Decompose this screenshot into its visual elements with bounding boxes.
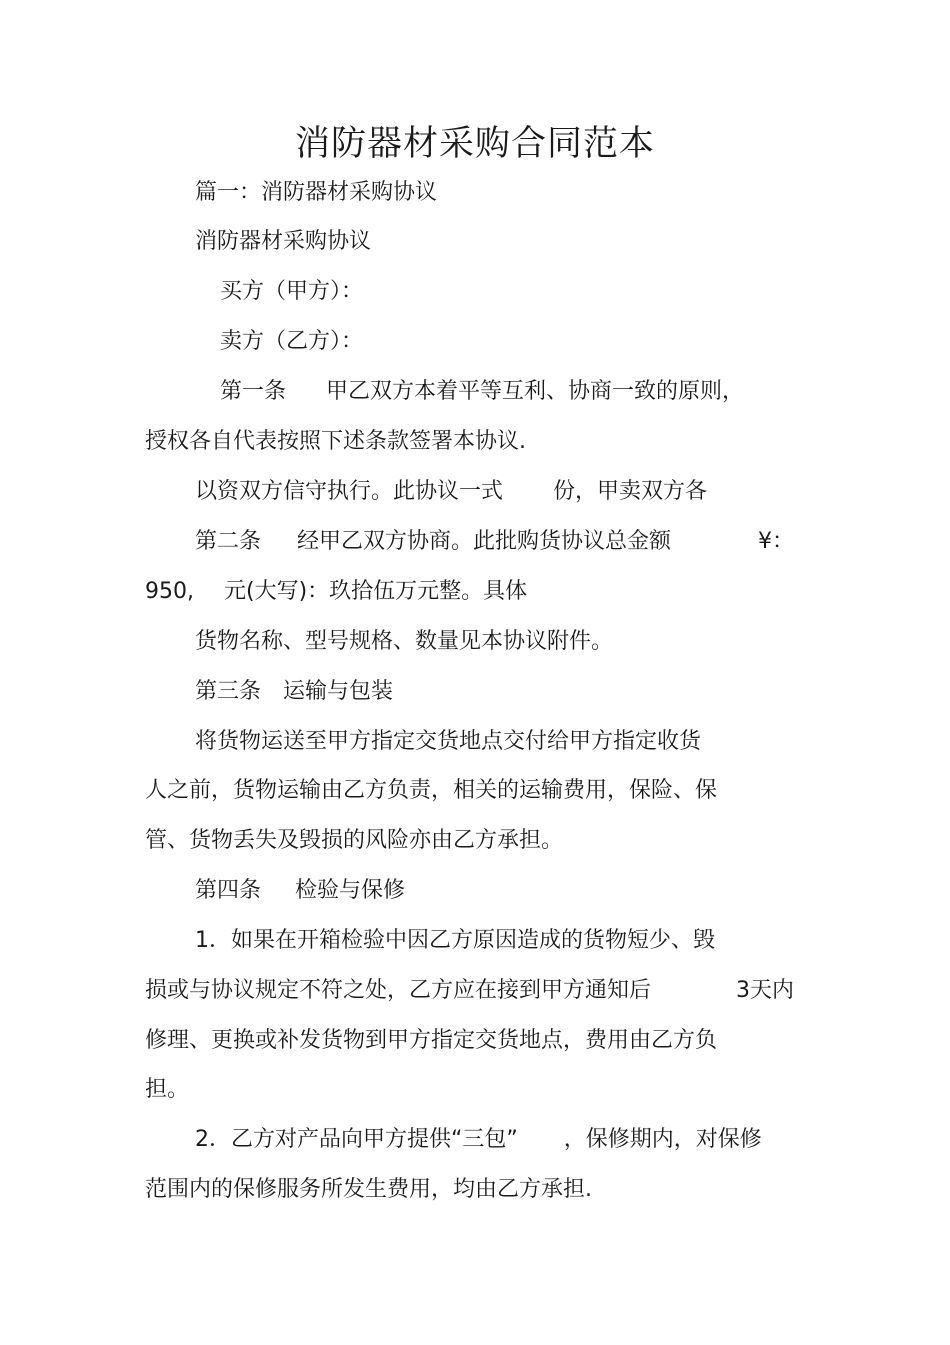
article-2-amount-line <box>145 577 527 607</box>
item-1-days: 3天内 <box>736 978 794 1003</box>
article-2-currency: ¥： <box>758 529 794 554</box>
item-2-text-b: ，保修期内，对保修 <box>563 1127 762 1152</box>
item-2-line-a <box>195 1125 762 1155</box>
section-heading: 篇一：消防器材采购协议 <box>195 180 438 205</box>
article-3-paragraph-1: 将货物运送至甲方指定交货地点交付给甲方指定收货 <box>195 729 702 754</box>
article-3-paragraph-2: 人之前，货物运输由乙方负责，相关的运输费用，保险、保 <box>145 778 718 803</box>
item-1-line-a: 1．如果在开箱检验中因乙方原因造成的货物短少、毁 <box>195 928 715 953</box>
article-2-amount-text: 元(大写)：玖拾伍万元整。具体 <box>223 579 528 604</box>
article-3-heading: 第三条 运输与包装 <box>195 679 394 704</box>
seller-line: 卖方（乙方）： <box>220 329 364 354</box>
article-1-label: 第一条 <box>220 379 287 404</box>
buyer-line: 买方（甲方）： <box>220 279 364 304</box>
article-2-amount: 950, <box>145 579 194 604</box>
article-2-continuation: 货物名称、型号规格、数量见本协议附件。 <box>195 629 614 654</box>
article-2-label: 第二条 <box>195 529 262 554</box>
article-2-text: 经甲乙双方协商。此批购货协议总金额 <box>297 529 672 554</box>
document-title: 消防器材采购合同范本 <box>294 124 655 164</box>
item-2-line-c: 范围内的保修服务所发生费用，均由乙方承担. <box>145 1177 592 1202</box>
article-4-label: 第四条 <box>195 878 262 903</box>
article-4-title: 检验与保修 <box>295 878 406 903</box>
item-2-text-a: 2．乙方对产品向甲方提供“三包” <box>195 1127 518 1152</box>
execution-text-b: 份，甲卖双方各 <box>553 479 708 504</box>
article-1-line <box>220 377 744 407</box>
item-1-line-b: 损或与协议规定不符之处，乙方应在接到甲方通知后 <box>145 978 652 1003</box>
article-4-heading <box>195 876 405 906</box>
agreement-title: 消防器材采购协议 <box>195 229 372 254</box>
article-1-continuation: 授权各自代表按照下述条款签署本协议. <box>145 429 526 454</box>
article-2-line <box>195 527 671 557</box>
execution-text-a: 以资双方信守执行。此协议一式 <box>195 479 504 504</box>
article-3-paragraph-3: 管、货物丢失及毁损的风险亦由乙方承担。 <box>145 828 564 853</box>
execution-line <box>195 477 707 507</box>
article-1-text: 甲乙双方本着平等互利、协商一致的原则， <box>326 379 745 404</box>
item-1-line-d: 担。 <box>145 1077 190 1102</box>
item-1-line-c: 修理、更换或补发货物到甲方指定交货地点，费用由乙方负 <box>145 1028 718 1053</box>
